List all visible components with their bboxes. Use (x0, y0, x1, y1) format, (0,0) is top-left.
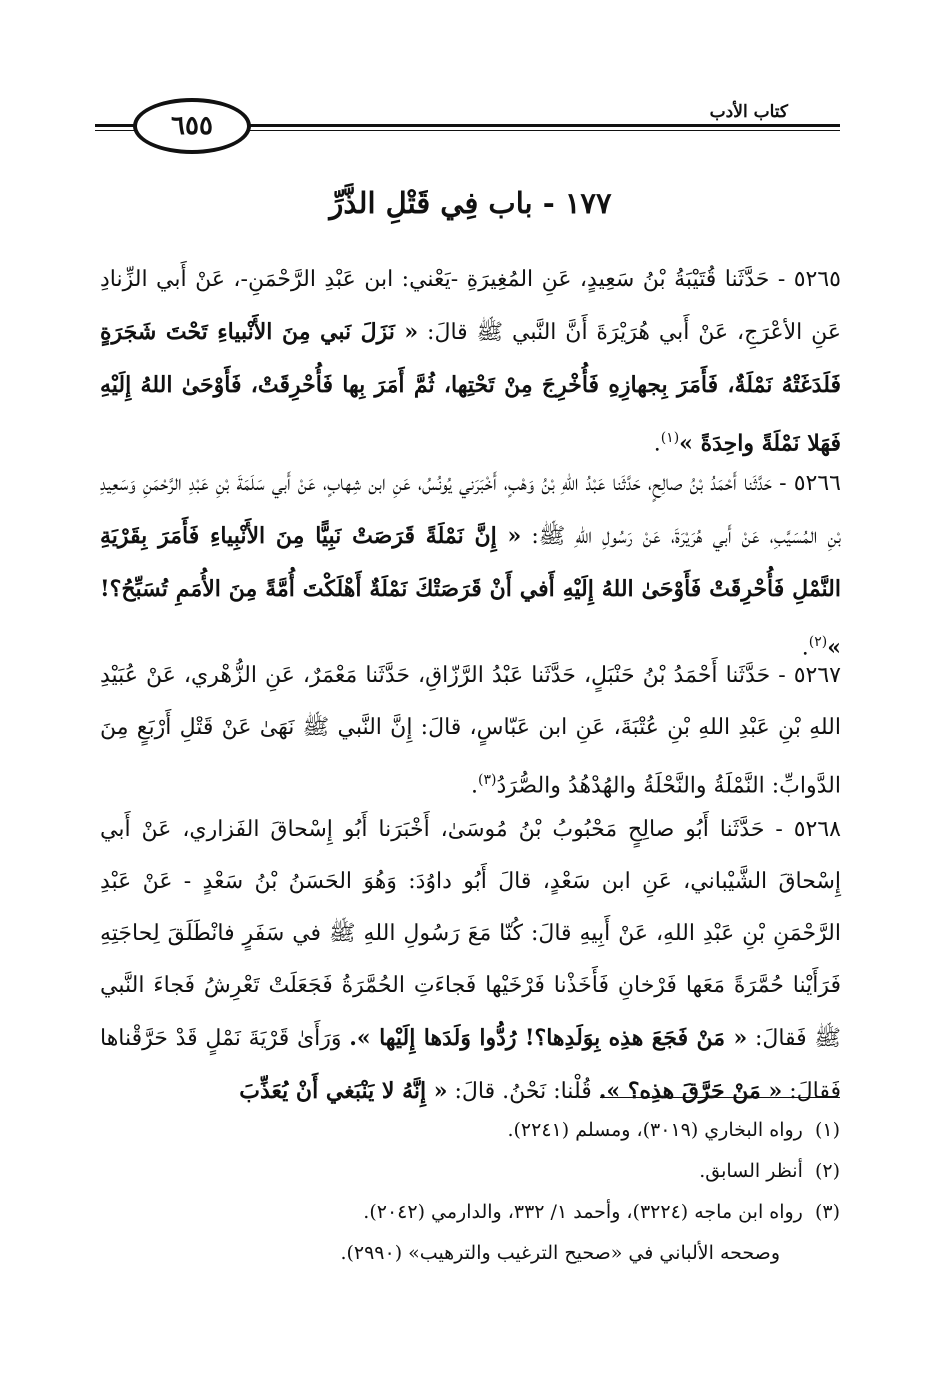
hadith-chain: - حَدَّثَنا قُتَيْبَةُ بْنُ سَعِيدٍ، عَنِ المُغِيرَةِ -يَعْني: ابن عَبْدِ الرَّحْمَنِ-، عَنْ أَبي الزِّنادِ عَنِ الأعْرَجِ، عَنْ أَبي هُرَيْرَةَ أَنَّ النَّبي ﷺ قالَ: (100, 267, 841, 345)
footnote-continuation (160, 1233, 840, 1274)
hadith-chain: - حَدَّثَنا أَحْمَدُ بْنُ صالِحٍ، حَدَّثَنا عَبْدُ اللهِ بْنُ وَهْبٍ، أَخْبَرَني يُونُسُ، عَنِ ابن شِهابٍ، عَنْ أَبي سَلَمَةَ بْنِ عَبْدِ الرَّحْمَنِ وَسَعِيدِ بْنِ المُسَيَّبِ، عَنْ أَبي هُرَيْرَةَ، عَنْ رَسُولِ اللهِ ﷺ: (100, 471, 841, 549)
hadith-block: ٥٢٦٦ - حَدَّثَنا أَحْمَدُ بْنُ صالِحٍ، حَدَّثَنا عَبْدُ اللهِ بْنُ وَهْبٍ، أَخْبَرَني يُونُسُ، عَنِ ابن شِهابٍ، عَنْ أَبي سَلَمَةَ بْنِ عَبْدِ الرَّحْمَنِ وَسَعِيدِ بْنِ المُسَيَّبِ، عَنْ أَبي هُرَيْرَةَ، عَنْ رَسُولِ اللهِ ﷺ: « إِنَّ نَمْلَةً قَرَصَتْ نَبِيًّا مِنَ الأَنْبِياءِ فَأَمَرَ بِقَرْيَةِ النَّمْلِ فَأُحْرِقَتْ فَأَوْحَىٰ اللهُ إِلَيْهِ أَفي أَنْ قَرَصَتْكَ نَمْلَةٌ أَهْلَكْتَ أُمَّةً مِنَ الأُمَمِ تُسَبِّحُ؟! »$^{(٢)}$. (100, 471, 841, 661)
hadith-number: ٥٢٦٧ (793, 663, 841, 688)
footnote-mark: (٣) (814, 1201, 840, 1223)
hadith-block (100, 804, 841, 1118)
footnote-separator (600, 1097, 840, 1098)
hadith-number: ٥٢٦٦ (793, 471, 841, 496)
footnote (160, 1110, 840, 1151)
footnote-text: رواه البخاري (٣٠١٩)، ومسلم (٢٢٤١). (507, 1119, 803, 1141)
hadith-matn: « نَزَلَ نَبي مِنَ الأَنْبياءِ تَحْتَ شَجَرَةٍ فَلَدَغَتْهُ نَمْلَةٌ، فَأَمَرَ بِجهازِهِ فَأُخْرِجَ مِنْ تَحْتِها، ثُمَّ أَمَرَ بِها فَأُحْرِقَتْ، فَأَوْحَىٰ اللهُ إِلَيْهِ فَهَلا نَمْلَةً واحِدَةً » (100, 319, 841, 457)
hadith-number: ٥٢٦٨ (793, 817, 841, 842)
chapter-title: ١٧٧ - باب فِي قَتْلِ الذَّرِّ (329, 186, 612, 220)
hadith-chain: - حَدَّثَنا أَحْمَدُ بْنُ حَنْبَلٍ، حَدَّثَنا عَبْدُ الرَّزّاقِ، حَدَّثَنا مَعْمَرٌ، عَنِ الزُّهْري، عَنْ عُبَيْدِ اللهِ بْنِ عَبْدِ اللهِ بْنِ عُتْبَةَ، عَنِ ابن عَبّاسٍ، قالَ: إِنَّ النَّبي ﷺ نَهَىٰ عَنْ قَتْلِ أَرْبَعٍ مِنَ الدَّوابِّ: النَّمْلَةُ والنَّحْلَةُ والهُدْهُدُ والصُّرَدُ (100, 663, 841, 799)
footnote-ref: (١) (660, 430, 680, 446)
hadith-block: ٥٢٦٧ - حَدَّثَنا أَحْمَدُ بْنُ حَنْبَلٍ، حَدَّثَنا عَبْدُ الرَّزّاقِ، حَدَّثَنا مَعْمَرٌ، عَنِ الزُّهْري، عَنْ عُبَيْدِ اللهِ بْنِ عَبْدِ اللهِ بْنِ عُتْبَةَ، عَنِ ابن عَبّاسٍ، قالَ: إِنَّ النَّبي ﷺ نَهَىٰ عَنْ قَتْلِ أَرْبَعٍ مِنَ الدَّوابِّ: النَّمْلَةُ والنَّحْلَةُ والهُدْهُدُ والصُّرَدُ$^{(٣)}$. (100, 663, 841, 799)
header-rule-left (95, 124, 135, 127)
header-rule-right (249, 124, 840, 127)
hadith-number: ٥٢٦٥ (793, 267, 841, 292)
footnote-mark: (١) (814, 1119, 840, 1141)
hadith-chain-continued: وَرَأَىٰ قَرْيَةَ نَمْلٍ قَدْ حَرَّقْناها فَقالَ: (100, 1026, 841, 1104)
header-rule-right-thin (249, 130, 840, 131)
hadith-chain: - حَدَّثَنا أَبُو صالِحٍ مَحْبُوبُ بْنُ مُوسَىٰ، أَخْبَرَنا أَبُو إِسْحاقَ الفَزاري، عَنْ أَبي إِسْحاقَ الشَّيْباني، عَنِ ابن سَعْدٍ، قالَ أَبُو داوُدَ: وَهُوَ الحَسَنُ بْنُ سَعْدٍ - عَنْ عَبْدِ الرَّحْمَنِ بْنِ عَبْدِ اللهِ، عَنْ أَبِيهِ قالَ: كُنّا مَعَ رَسُولِ اللهِ ﷺ في سَفَرٍ فانْطَلَقَ لِحاجَتِهِ فَرَأَيْنا حُمَّرَةً مَعَها فَرْخانِ فَأَخَذْنا فَرْخَيْها فَجاءَتِ الحُمَّرَةُ فَجَعَلَتْ تَعْرِشُ فَجاءَ النَّبي ﷺ فَقالَ: (100, 817, 841, 1051)
hadith-matn-continued: « إِنَّهُ لا يَنْبَغي أَنْ يُعَذِّبَ (239, 1078, 448, 1104)
hadith-matn-continued: « مَنْ حَرَّقَ هذِه؟ ». (598, 1078, 783, 1104)
footnote-text: وصححه الألباني في «صحيح الترغيب والترهيب» (٢٩٩٠). (340, 1242, 780, 1264)
footnote (160, 1192, 840, 1233)
hadith-matn: « إِنَّ نَمْلَةً قَرَصَتْ نَبِيًّا مِنَ الأَنْبِياءِ فَأَمَرَ بِقَرْيَةِ النَّمْلِ فَأُحْرِقَتْ فَأَوْحَىٰ اللهُ إِلَيْهِ أَفي أَنْ قَرَصَتْكَ نَمْلَةٌ أَهْلَكْتَ أُمَّةً مِنَ الأُمَمِ تُسَبِّحُ؟! » (100, 523, 841, 661)
page-header (95, 98, 840, 158)
footnote-text: رواه ابن ماجه (٣٢٢٤)، وأحمد ١/ ٣٣٢، والدارمي (٢٠٤٢). (363, 1201, 803, 1223)
header-rule-left-thin (95, 130, 135, 131)
hadith-chain-continued: قُلْنا: نَحْنُ. قالَ: (447, 1079, 599, 1104)
running-title: كتاب الأدب (704, 102, 794, 122)
footnote-text: أنظر السابق. (699, 1160, 803, 1182)
footnote-ref: (٣) (477, 772, 497, 788)
footnotes (160, 1110, 840, 1274)
page-number: ٦٥٥ (133, 98, 251, 154)
footnote-ref: (٢) (808, 634, 828, 650)
footnote-mark: (٢) (814, 1160, 840, 1182)
hadith-block: ٥٢٦٥ - حَدَّثَنا قُتَيْبَةُ بْنُ سَعِيدٍ، عَنِ المُغِيرَةِ -يَعْني: ابن عَبْدِ الرَّحْمَنِ-، عَنْ أَبي الزِّنادِ عَنِ الأعْرَجِ، عَنْ أَبي هُرَيْرَةَ أَنَّ النَّبي ﷺ قالَ: « نَزَلَ نَبي مِنَ الأَنْبياءِ تَحْتَ شَجَرَةٍ فَلَدَغَتْهُ نَمْلَةٌ، فَأَمَرَ بِجهازِهِ فَأُخْرِجَ مِنْ تَحْتِها، ثُمَّ أَمَرَ بِها فَأُحْرِقَتْ، فَأَوْحَىٰ اللهُ إِلَيْهِ فَهَلا نَمْلَةً واحِدَةً »$^{(١)}$. (100, 267, 841, 457)
hadith-matn: « مَنْ فَجَعَ هذِه بِوَلَدِها؟! رُدُّوا وَلَدَها إِلَيْها ». (349, 1025, 748, 1051)
footnote (160, 1151, 840, 1192)
